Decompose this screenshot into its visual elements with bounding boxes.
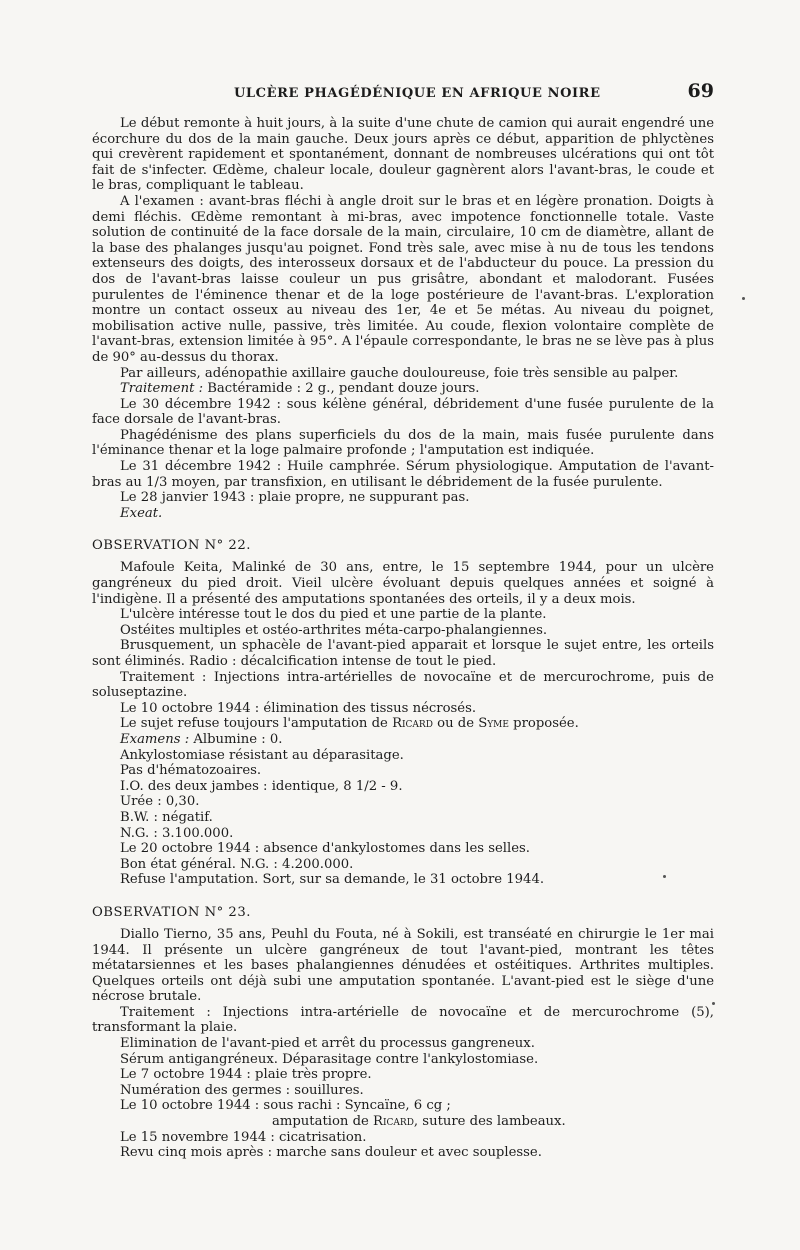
paragraph: Le début remonte à huit jours, à la suite d'une chute de camion qui aurait engendré une écorchure du dos de la main gauche. Deux jours après ce début, apparition de phlyctènes qui crevèrent rapidement et spontanément, donnant de nombreuses ulcérations qui ont tôt fait de s'infecter. Œdème, chaleur locale, douleur gagnèrent alors l'avant-bras, le coude et le bras, compliquant le tableau. [92,116,714,194]
paragraph: Urée : 0,30. [120,794,200,810]
paragraph: Refuse l'amputation. Sort, sur sa demande, le 31 octobre 1944. [120,872,545,888]
paragraph: Mafoule Keita, Malinké de 30 ans, entre, le 15 septembre 1944, pour un ulcère gangréneux du pied droit. Vieil ulcère évoluant depuis quelques années et soigné à l'indigène. Il a présenté des amputations spontanées des orteils, il y a deux mois. [92,560,714,607]
case-continuation [92,116,714,521]
observation-22-title: OBSERVATION N° 22. [92,538,251,554]
paragraph: Numération des germes : souillures. [120,1082,364,1098]
running-title: ULCÈRE PHAGÉDÉNIQUE EN AFRIQUE NOIRE [234,86,601,101]
surgeon-name: Syme [478,716,509,732]
paragraph: Le 15 novembre 1944 : cicatrisation. [120,1129,367,1145]
paragraph: Traitement : Injections intra-artérielles de novocaïne et de mercurochrome, puis de soluseptazine. [92,669,714,701]
page-number: 69 [687,80,714,102]
observation-23-title: OBSERVATION N° 23. [92,904,251,920]
exeat: Exeat. [120,505,163,521]
paragraph [92,381,714,397]
exams-label: Examens : [120,731,190,747]
paragraph: Revu cinq mois après : marche sans douleur et avec souplesse. [120,1145,542,1161]
treatment-text: Bactéramide : 2 g., pendant douze jours. [203,381,480,397]
paragraph: Le 7 octobre 1944 : plaie très propre. [120,1067,372,1083]
paragraph: Brusquement, un sphacèle de l'avant-pied apparait et lorsque le sujet entre, les orteils sont éliminés. Radio : décalcification intense de tout le pied. [92,638,714,669]
page-header [92,80,714,106]
book-page [92,80,714,1161]
paragraph [92,732,714,748]
exams-text: Albumine : 0. [189,731,283,747]
paragraph: Le 31 décembre 1942 : Huile camphrée. Sérum physiologique. Amputation de l'avant-bras au 1/3 moyen, par transfixion, en utilisant le débridement de la fusée purulente. [92,459,714,490]
paragraph: Ostéites multiples et ostéo-arthrites méta-carpo-phalangiennes. [120,622,548,638]
paragraph: Pas d'hématozoaires. [120,763,262,779]
paragraph: Le 20 octobre 1944 : absence d'ankylostomes dans les selles. [120,841,530,857]
surgeon-name: Ricard [373,1114,414,1130]
paragraph: I.O. des deux jambes : identique, 8 1/2 - 9. [120,778,403,794]
paragraph: Par ailleurs, adénopathie axillaire gauche douloureuse, foie très sensible au palper. [120,365,679,381]
paragraph: Ankylostomiase résistant au déparasitage. [120,747,404,763]
paragraph: Bon état général. N.G. : 4.200.000. [120,856,354,872]
surgeon-name: Ricard [392,716,433,732]
text-run: ou de [432,716,479,732]
paragraph: N.G. : 3.100.000. [120,825,234,841]
text-run: Le sujet refuse toujours l'amputation de [120,716,393,732]
paragraph: B.W. : négatif. [120,809,213,825]
observation-22 [92,560,714,887]
text-run: amputation de [272,1114,374,1130]
paragraph: Le 28 janvier 1943 : plaie propre, ne suppurant pas. [120,490,470,506]
treatment-label: Traitement : [120,381,204,397]
print-speck [663,875,666,878]
paragraph: Traitement : Injections intra-artérielle de novocaïne et de mercurochrome (5), transformant la plaie. [92,1004,714,1036]
paragraph: L'ulcère intéresse tout le dos du pied et une partie de la plante. [120,607,547,623]
text-run: , suture des lambeaux. [413,1114,566,1130]
paragraph: Le 10 octobre 1944 : sous rachi : Syncaïne, 6 cg ; [120,1098,451,1114]
paragraph: Le 30 décembre 1942 : sous kélène général, débridement d'une fusée purulente de la face dorsale de l'avant-bras. [92,396,714,428]
paragraph: Le 10 octobre 1944 : élimination des tissus nécrosés. [120,700,477,716]
paragraph [92,1114,714,1130]
paragraph: Sérum antigangréneux. Déparasitage contre l'ankylostomiase. [120,1051,539,1067]
paragraph: Elimination de l'avant-pied et arrêt du processus gangreneux. [120,1036,535,1052]
print-speck [712,1002,715,1005]
paragraph [92,716,714,732]
observation-23 [92,927,714,1161]
text-run: proposée. [508,716,579,732]
paragraph: Phagédénisme des plans superficiels du dos de la main, mais fusée purulente dans l'éminance thenar et la loge palmaire profonde ; l'amputation est indiquée. [92,427,714,459]
paragraph: A l'examen : avant-bras fléchi à angle droit sur le bras et en légère pronation. Doigts à demi fléchis. Œdème remontant à mi-bras, avec impotence fonctionnelle totale. Vaste solution de continuité de la face dorsale de la main, circulaire, 10 cm de diamètre, allant de la base des phalanges jusqu'au poignet. Fond très sale, avec mise à nu de tous les tendons extenseurs des doigts, des interosseux dorsaux et de l'abducteur du pouce. La pression du dos de l'avant-bras laisse couleur un pus grisâtre, abondant et malodorant. Fusées purulentes de l'éminence thenar et de la loge postérieure de l'avant-bras. L'exploration montre un contact osseux au niveau des 1er, 4e et 5e métas. Au niveau du poignet, mobilisation active nulle, passive, très limitée. Au coude, flexion volontaire complète de l'avant-bras, extension limitée à 95°. A l'épaule correspondante, le bras ne se lève pas à plus de 90° au-dessus du thorax. [92,193,714,365]
print-speck [742,297,745,300]
paragraph: Diallo Tierno, 35 ans, Peuhl du Fouta, né à Sokili, est transéaté en chirurgie le 1er mai 1944. Il présente un ulcère gangréneux de tout l'avant-pied, montrant les têtes métatarsiennes et les bases phalangiennes dénudées et ostéitiques. Arthrites multiples. Quelques orteils ont déjà subi une amputation spontanée. L'avant-pied est le siège d'une nécrose brutale. [92,926,714,1005]
